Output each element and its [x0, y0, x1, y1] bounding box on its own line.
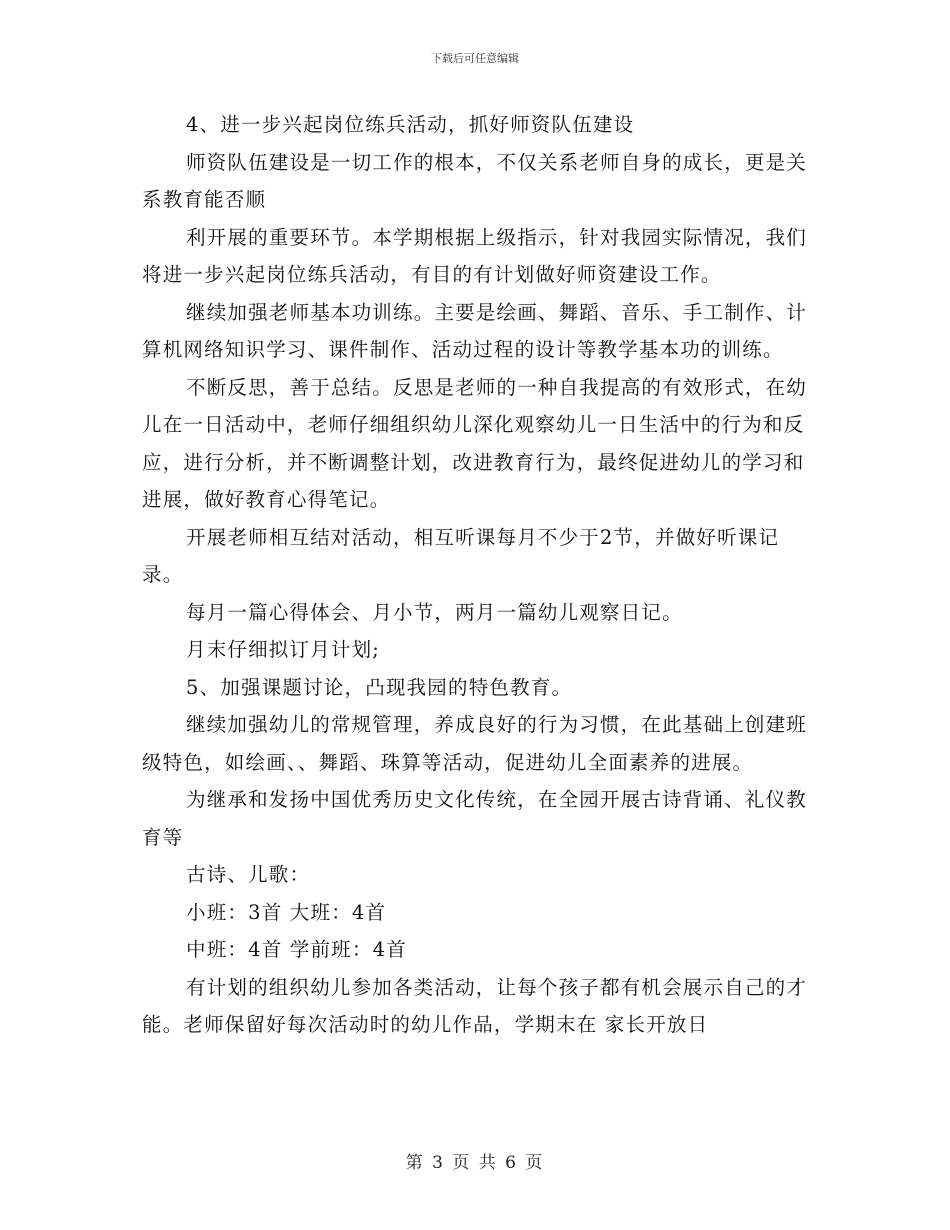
paragraph: 有计划的组织幼儿参加各类活动，让每个孩子都有机会展示自己的才能。老师保留好每次活动时的幼儿作品，学期末在 家长开放日: [142, 975, 808, 1036]
paragraph: 不断反思，善于总结。反思是老师的一种自我提高的有效形式，在幼儿在一日活动中，老师仔细组织幼儿深化观察幼儿一日生活中的行为和反应，进行分析，并不断调整计划，改进教育行为，最终促进幼儿的学习和进展，做好教育心得笔记。: [142, 375, 808, 511]
paragraph: 继续加强老师基本功训练。主要是绘画、舞蹈、音乐、手工制作、计算机网络知识学习、课件制作、活动过程的设计等教学基本功的训练。: [142, 300, 808, 361]
paragraph: 每月一篇心得体会、月小节，两月一篇幼儿观察日记。: [186, 600, 683, 624]
paragraph: 4、进一步兴起岗位练兵活动，抓好师资队伍建设: [186, 113, 635, 136]
paragraph: 继续加强幼儿的常规管理，养成良好的行为习惯，在此基础上创建班级特色，如绘画、、舞蹈、珠算等活动，促进幼儿全面素养的进展。: [142, 713, 808, 774]
document-body: [142, 106, 814, 1044]
page-number: 第 3 页 共 6 页: [405, 1153, 545, 1173]
paragraph: 月末仔细拟订月计划;: [186, 638, 381, 661]
paragraph: 师资队伍建设是一切工作的根本，不仅关系老师自身的成长，更是关系教育能否顺: [142, 150, 808, 211]
paragraph: 5、加强课题讨论，凸现我园的特色教育。: [186, 675, 573, 699]
paragraph: 开展老师相互结对活动，相互听课每月不少于2节，并做好听课记录。: [142, 525, 780, 586]
paragraph: 利开展的重要环节。本学期根据上级指示，针对我园实际情况，我们将进一步兴起岗位练兵活动，有目的有计划做好师资建设工作。: [142, 225, 808, 286]
paragraph: 古诗、儿歌：: [186, 863, 311, 886]
paragraph: 为继承和发扬中国优秀历史文化传统，在全园开展古诗背诵、礼仪教育等: [142, 788, 808, 849]
page-header: 下载后可任意编辑: [431, 52, 519, 65]
paragraph: 小班：3首 大班：4首: [186, 900, 387, 924]
paragraph: 中班：4首 学前班：4首: [186, 938, 407, 961]
